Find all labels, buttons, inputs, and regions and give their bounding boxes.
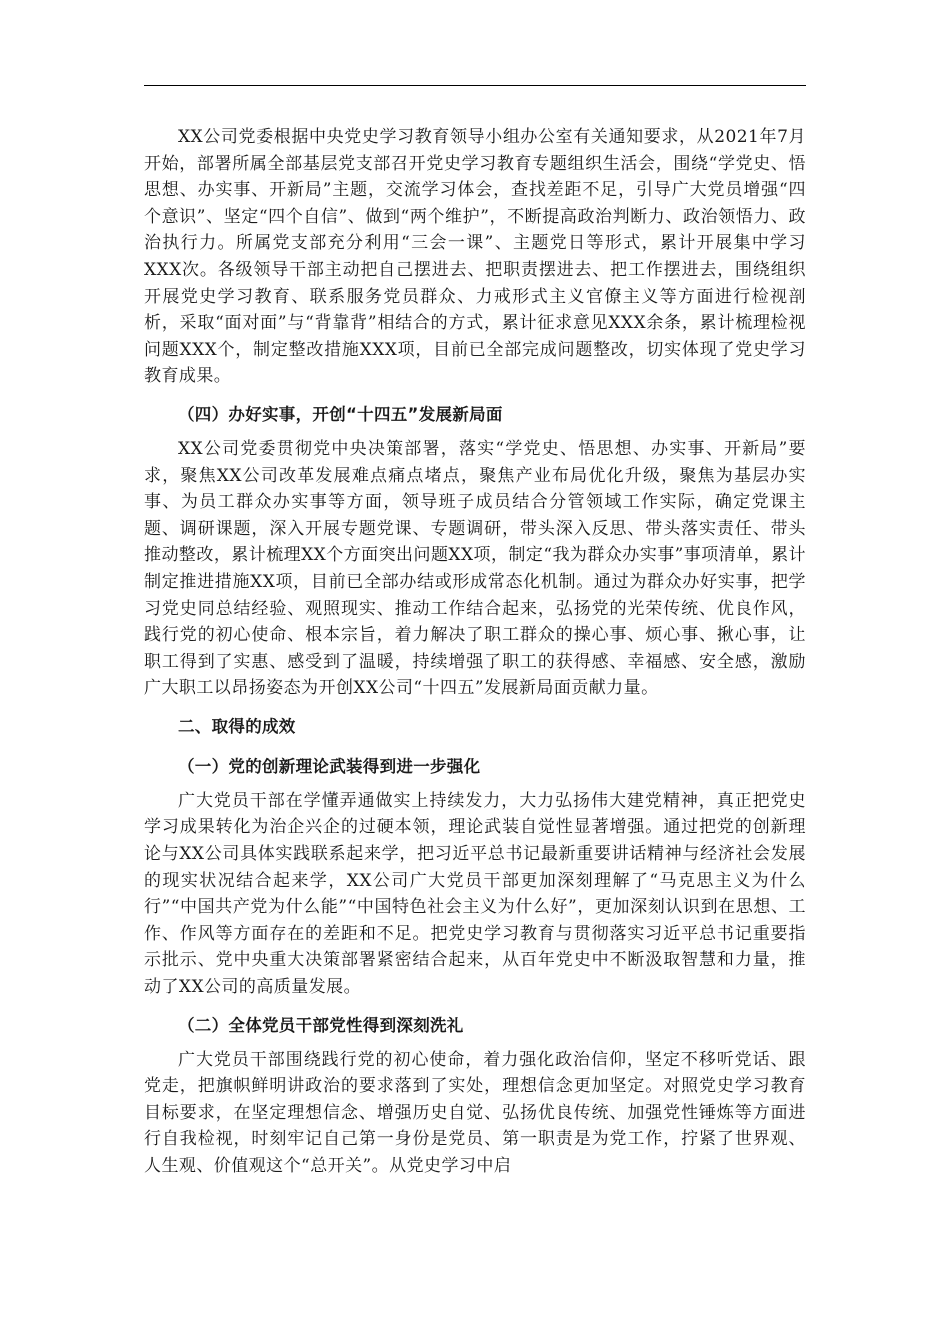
document-body — [144, 124, 806, 1186]
paragraph-theory-armament: 广大党员干部在学懂弄通做实上持续发力，大力弘扬伟大建党精神，真正把党史学习成果转化为治企兴企的过硬本领，理论武装自觉性显著增强。通过把党的创新理论与XX公司具体实践联系起来学，把习近平总书记最新重要讲话精神与经济社会发展的现实状况结合起来学，XX公司广大党员干部更加深刻理解了“马克思主义为什么行”“中国共产党为什么能”“中国特色社会主义为什么好”，更加深刻认识到在思想、工作、作风等方面存在的差距和不足。把党史学习教育与贯彻落实习近平总书记重要指示批示、党中央重大决策部署紧密结合起来，从百年党史中不断汲取智慧和力量，推动了XX公司的高质量发展。 — [144, 790, 806, 998]
paragraph-party-life-meetings: XX公司党委根据中央党史学习教育领导小组办公室有关通知要求，从2021年7月开始，部署所属全部基层党支部召开党史学习教育专题组织生活会，围绕“学党史、悟思想、办实事、开新局”主题，交流学习体会，查找差距不足，引导广大党员增强“四个意识”、坚定“四个自信”、做到“两个维护”，不断提高政治判断力、政治领悟力、政治执行力。所属党支部充分利用“三会一课”、主题党日等形式，累计开展集中学习XXX次。各级领导干部主动把自己摆进去、把职责摆进去、把工作摆进去，围绕组织开展党史学习教育、联系服务党员群众、力戒形式主义官僚主义等方面进行检视剖析，采取“面对面”与“背靠背”相结合的方式，累计征求意见XXX余条，累计梳理检视问题XXX个，制定整改措施XXX项，目前已全部完成问题整改，切实体现了党史学习教育成果。 — [144, 127, 806, 387]
section-heading-party-spirit: （二）全体党员干部党性得到深刻洗礼 — [178, 1015, 464, 1035]
chapter-heading-achievements: 二、取得的成效 — [178, 716, 296, 736]
section-heading-practical-matters: （四）办好实事，开创“十四五”发展新局面 — [178, 404, 503, 424]
header-rule — [144, 85, 806, 86]
paragraph-practical-matters: XX公司党委贯彻党中央决策部署，落实“学党史、悟思想、办实事、开新局”要求，聚焦XX公司改革发展难点痛点堵点，聚焦产业布局优化升级，聚焦为基层办实事、为员工群众办实事等方面，领导班子成员结合分管领域工作实际，确定党课主题、调研课题，深入开展专题党课、专题调研，带头深入反思、带头落实责任、带头推动整改，累计梳理XX个方面突出问题XX项，制定“我为群众办实事”事项清单，累计制定推进措施XX项，目前已全部办结或形成常态化机制。通过为群众办好实事，把学习党史同总结经验、观照现实、推动工作结合起来，弘扬党的光荣传统、优良作风，践行党的初心使命、根本宗旨，着力解决了职工群众的操心事、烦心事、揪心事，让职工得到了实惠、感受到了温暖，持续增强了职工的获得感、幸福感、安全感，激励广大职工以昂扬姿态为开创XX公司“十四五”发展新局面贡献力量。 — [144, 438, 806, 699]
section-heading-theory-armament: （一）党的创新理论武装得到进一步强化 — [178, 756, 481, 776]
paragraph-party-spirit: 广大党员干部围绕践行党的初心使命，着力强化政治信仰，坚定不移听党话、跟党走，把旗帜鲜明讲政治的要求落到了实处，理想信念更加坚定。对照党史学习教育目标要求，在坚定理想信念、增强历史自觉、弘扬优良传统、加强党性锤炼等方面进行自我检视，时刻牢记自己第一身份是党员、第一职责是为党工作，拧紧了世界观、人生观、价值观这个“总开关”。从党史学习中启 — [144, 1049, 806, 1176]
